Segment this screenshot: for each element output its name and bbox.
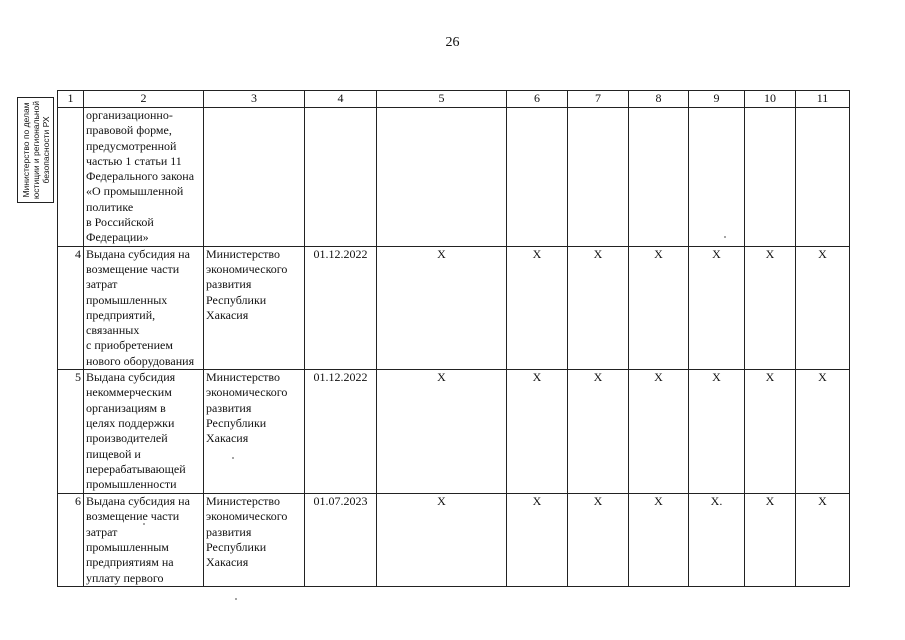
mark-cell: X <box>629 494 689 587</box>
indicator-name: Выдана субсидия на возмещение части затрат промышленных предприятий, связанных с приобретением нового оборудования <box>84 246 204 369</box>
mark-cell <box>377 108 507 247</box>
scan-speck <box>724 236 726 238</box>
deadline-date <box>305 108 377 247</box>
mark-cell: X <box>377 246 507 369</box>
mark-cell <box>796 108 850 247</box>
mark-cell: X <box>568 370 629 494</box>
scan-speck <box>235 598 237 600</box>
registration-stamp <box>17 97 54 203</box>
mark-cell: X <box>629 246 689 369</box>
column-header: 1 <box>58 91 84 108</box>
mark-cell: X <box>796 494 850 587</box>
scan-speck <box>143 523 145 525</box>
responsible-org: Министерство экономического развития Республики Хакасия <box>204 370 305 494</box>
mark-cell: X <box>377 370 507 494</box>
table-row <box>58 494 850 587</box>
indicator-name: Выдана субсидия на возмещение части затрат промышленным предприятиям на уплату первого <box>84 494 204 587</box>
column-header: 7 <box>568 91 629 108</box>
mark-cell: X <box>689 246 745 369</box>
deadline-date: 01.12.2022 <box>305 370 377 494</box>
mark-cell <box>507 108 568 247</box>
page-number: 26 <box>445 35 460 50</box>
deadline-date: 01.07.2023 <box>305 494 377 587</box>
mark-cell: X. <box>689 494 745 587</box>
mark-cell: X <box>745 370 796 494</box>
mark-cell: X <box>796 370 850 494</box>
column-header: 3 <box>204 91 305 108</box>
mark-cell: X <box>629 370 689 494</box>
column-header: 4 <box>305 91 377 108</box>
column-header: 8 <box>629 91 689 108</box>
mark-cell <box>629 108 689 247</box>
stamp-line-2: юстиции и региональной <box>30 100 41 200</box>
table-row <box>58 108 850 247</box>
column-header: 11 <box>796 91 850 108</box>
scan-speck <box>232 457 234 459</box>
mark-cell: X <box>507 370 568 494</box>
column-header: 6 <box>507 91 568 108</box>
indicator-name: Выдана субсидия некоммерческим организациям в целях поддержки производителей пищевой и перерабатывающей промышленности <box>84 370 204 494</box>
row-number <box>58 108 84 247</box>
row-number: 4 <box>58 246 84 369</box>
mark-cell: X <box>568 494 629 587</box>
mark-cell: X <box>377 494 507 587</box>
table-row <box>58 246 850 369</box>
mark-cell: X <box>745 246 796 369</box>
column-header: 10 <box>745 91 796 108</box>
stamp-line-3: безопасности РХ <box>40 116 51 184</box>
column-header: 5 <box>377 91 507 108</box>
mark-cell: X <box>507 246 568 369</box>
mark-cell: X <box>745 494 796 587</box>
mark-cell: X <box>689 370 745 494</box>
column-header: 2 <box>84 91 204 108</box>
responsible-org <box>204 108 305 247</box>
deadline-date: 01.12.2022 <box>305 246 377 369</box>
row-number: 6 <box>58 494 84 587</box>
stamp-line-1: Министерство по делам <box>20 102 31 198</box>
column-header: 9 <box>689 91 745 108</box>
mark-cell: X <box>796 246 850 369</box>
mark-cell <box>689 108 745 247</box>
table-row <box>58 370 850 494</box>
mark-cell <box>568 108 629 247</box>
responsible-org: Министерство экономического развития Республики Хакасия <box>204 246 305 369</box>
mark-cell: X <box>507 494 568 587</box>
data-table <box>57 90 850 587</box>
responsible-org: Министерство экономического развития Республики Хакасия <box>204 494 305 587</box>
indicator-name: организационно- правовой форме, предусмотренной частью 1 статьи 11 Федерального закона «О промышленной политике в Российской Федерации» <box>84 108 204 247</box>
header-row <box>58 91 850 108</box>
mark-cell <box>745 108 796 247</box>
mark-cell: X <box>568 246 629 369</box>
row-number: 5 <box>58 370 84 494</box>
